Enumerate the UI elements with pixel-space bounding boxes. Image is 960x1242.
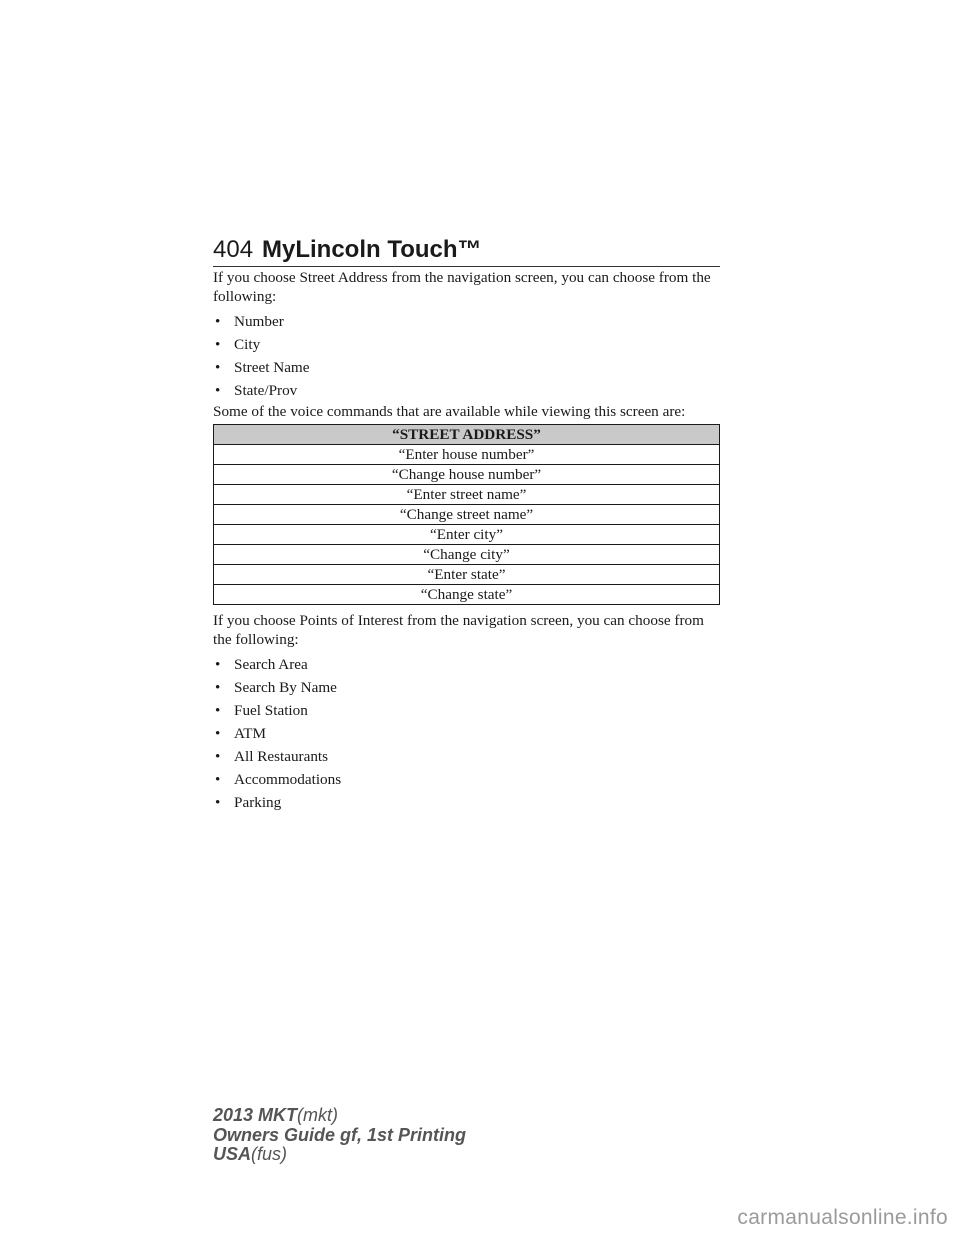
watermark-text: carmanualsonline.info (737, 1206, 948, 1229)
table-row (214, 545, 720, 565)
bullet-icon: • (215, 656, 221, 673)
list-item-label: Parking (234, 794, 282, 811)
table-row (214, 485, 720, 505)
list-item-label: Fuel Station (234, 702, 308, 719)
street-address-intro: If you choose Street Address from the navigation screen, you can choose from the following: (213, 269, 711, 305)
poi-intro: If you choose Points of Interest from the navigation screen, you can choose from the following: (213, 612, 704, 648)
bullet-icon: • (215, 748, 221, 765)
table-row (214, 525, 720, 545)
table-row (214, 585, 720, 605)
list-item (213, 653, 720, 676)
poi-options (213, 653, 720, 814)
list-item-label: Accommodations (234, 771, 342, 788)
footer-region: USA (213, 1144, 252, 1164)
table-cell: “Enter street name” (214, 485, 720, 505)
table-cell: “Change house number” (214, 465, 720, 485)
list-item (213, 768, 720, 791)
list-item-label: Number (234, 313, 284, 330)
table-row (214, 565, 720, 585)
print-footer (213, 1106, 466, 1165)
table-cell: “Change state” (214, 585, 720, 605)
bullet-icon: • (215, 794, 221, 811)
list-item-label: Street Name (234, 359, 310, 376)
table-cell: “Change city” (214, 545, 720, 565)
footer-line-model (213, 1106, 466, 1126)
footer-line-region (213, 1145, 466, 1165)
list-item (213, 676, 720, 699)
list-item (213, 333, 720, 356)
list-item-label: Search By Name (234, 679, 337, 696)
list-item (213, 310, 720, 333)
footer-region-code: (fus) (251, 1144, 288, 1164)
list-item (213, 379, 720, 402)
list-item (213, 699, 720, 722)
table-cell: “Enter state” (214, 565, 720, 585)
table-cell: “Enter house number” (214, 445, 720, 465)
voice-command-table (213, 424, 720, 605)
street-address-options (213, 310, 720, 402)
list-item (213, 791, 720, 814)
table-header-cell: “STREET ADDRESS” (214, 425, 720, 445)
list-item (213, 356, 720, 379)
footer-model-code: (mkt) (297, 1105, 339, 1125)
list-item (213, 722, 720, 745)
page-content (213, 268, 720, 814)
list-item-label: Search Area (234, 656, 308, 673)
list-item-label: ATM (234, 725, 267, 742)
footer-edition: Owners Guide gf, 1st Printing (213, 1124, 467, 1145)
list-item-label: City (234, 336, 261, 353)
page-header (213, 236, 720, 267)
bullet-icon: • (215, 313, 221, 330)
bullet-icon: • (215, 679, 221, 696)
table-header-row (214, 425, 720, 445)
list-item-label: State/Prov (234, 382, 298, 399)
bullet-icon: • (215, 359, 221, 376)
table-cell: “Change street name” (214, 505, 720, 525)
footer-model: 2013 MKT (213, 1105, 298, 1125)
page-number: 404 (213, 236, 254, 263)
list-item (213, 745, 720, 768)
list-item-label: All Restaurants (234, 748, 329, 765)
bullet-icon: • (215, 725, 221, 742)
voice-commands-intro: Some of the voice commands that are available while viewing this screen are: (213, 403, 686, 420)
bullet-icon: • (215, 382, 221, 399)
bullet-icon: • (215, 771, 221, 788)
table-row (214, 445, 720, 465)
bullet-icon: • (215, 336, 221, 353)
table-row (214, 505, 720, 525)
table-cell: “Enter city” (214, 525, 720, 545)
bullet-icon: • (215, 702, 221, 719)
table-row (214, 465, 720, 485)
section-title: MyLincoln Touch™ (262, 236, 482, 263)
